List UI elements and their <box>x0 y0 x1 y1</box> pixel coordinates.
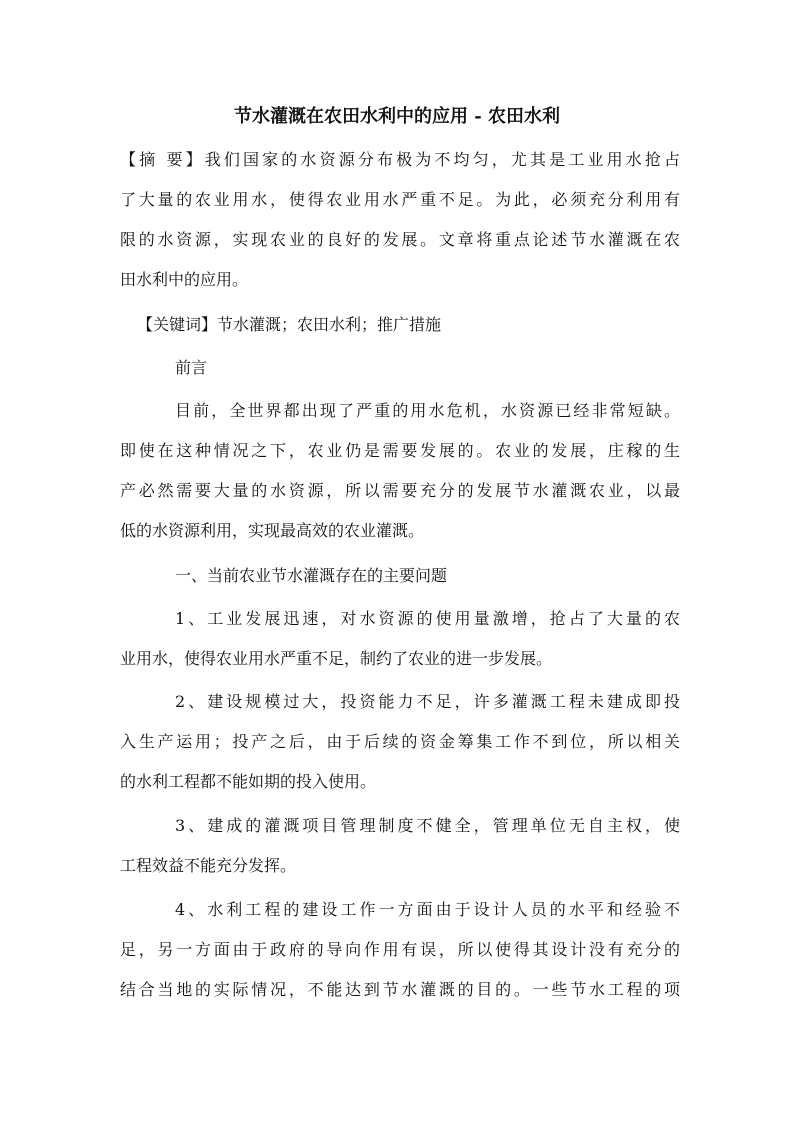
paragraph-line: 即使在这种情况之下，农业仍是需要发展的。农业的发展，庄稼的生 <box>120 441 680 460</box>
list-item-line: 工程效益不能充分发挥。 <box>120 856 297 875</box>
document-title: 节水灌溉在农田水利中的应用 - 农田水利 <box>233 106 560 127</box>
abstract-line: 了大量的农业用水，使得农业用水严重不足。为此，必须充分利用有 <box>120 190 680 209</box>
section-heading-preface: 前言 <box>175 358 208 377</box>
list-item-line: 足，另一方面由于政府的导向作用有误，所以使得其设计没有充分的 <box>120 940 680 959</box>
abstract-line: 限的水资源，实现农业的良好的发展。文章将重点论述节水灌溉在农 <box>120 230 680 249</box>
list-item-line: 入生产运用；投产之后，由于后续的资金筹集工作不到位，所以相关 <box>120 732 680 751</box>
list-item-line: 结合当地的实际情况，不能达到节水灌溉的目的。一些节水工程的项 <box>120 980 680 999</box>
abstract-line: 田水利中的应用。 <box>120 270 249 289</box>
paragraph-line: 目前，全世界都出现了严重的用水危机，水资源已经非常短缺。 <box>175 401 680 420</box>
list-item-line: 的水利工程都不能如期的投入使用。 <box>120 772 377 791</box>
list-item-line: 4、水利工程的建设工作一方面由于设计人员的水平和经验不 <box>175 900 680 919</box>
list-item-line: 1、工业发展迅速，对水资源的使用量激增，抢占了大量的农 <box>175 609 680 628</box>
keywords-line: 【关键词】节水灌溉；农田水利；推广措施 <box>137 315 442 334</box>
paragraph-line: 低的水资源利用，实现最高效的农业灌溉。 <box>120 521 425 540</box>
list-item-line: 业用水，使得农业用水严重不足，制约了农业的进一步发展。 <box>120 649 553 668</box>
list-item-line: 3、建成的灌溉项目管理制度不健全，管理单位无自主权，使 <box>175 816 680 835</box>
list-item-line: 2、建设规模过大，投资能力不足，许多灌溉工程未建成即投 <box>175 692 680 711</box>
paragraph-line: 产必然需要大量的水资源，所以需要充分的发展节水灌溉农业，以最 <box>120 481 680 500</box>
section-heading-problems: 一、当前农业节水灌溉存在的主要问题 <box>175 566 448 585</box>
abstract-line: 【摘 要】我们国家的水资源分布极为不均匀，尤其是工业用水抢占 <box>120 150 680 169</box>
